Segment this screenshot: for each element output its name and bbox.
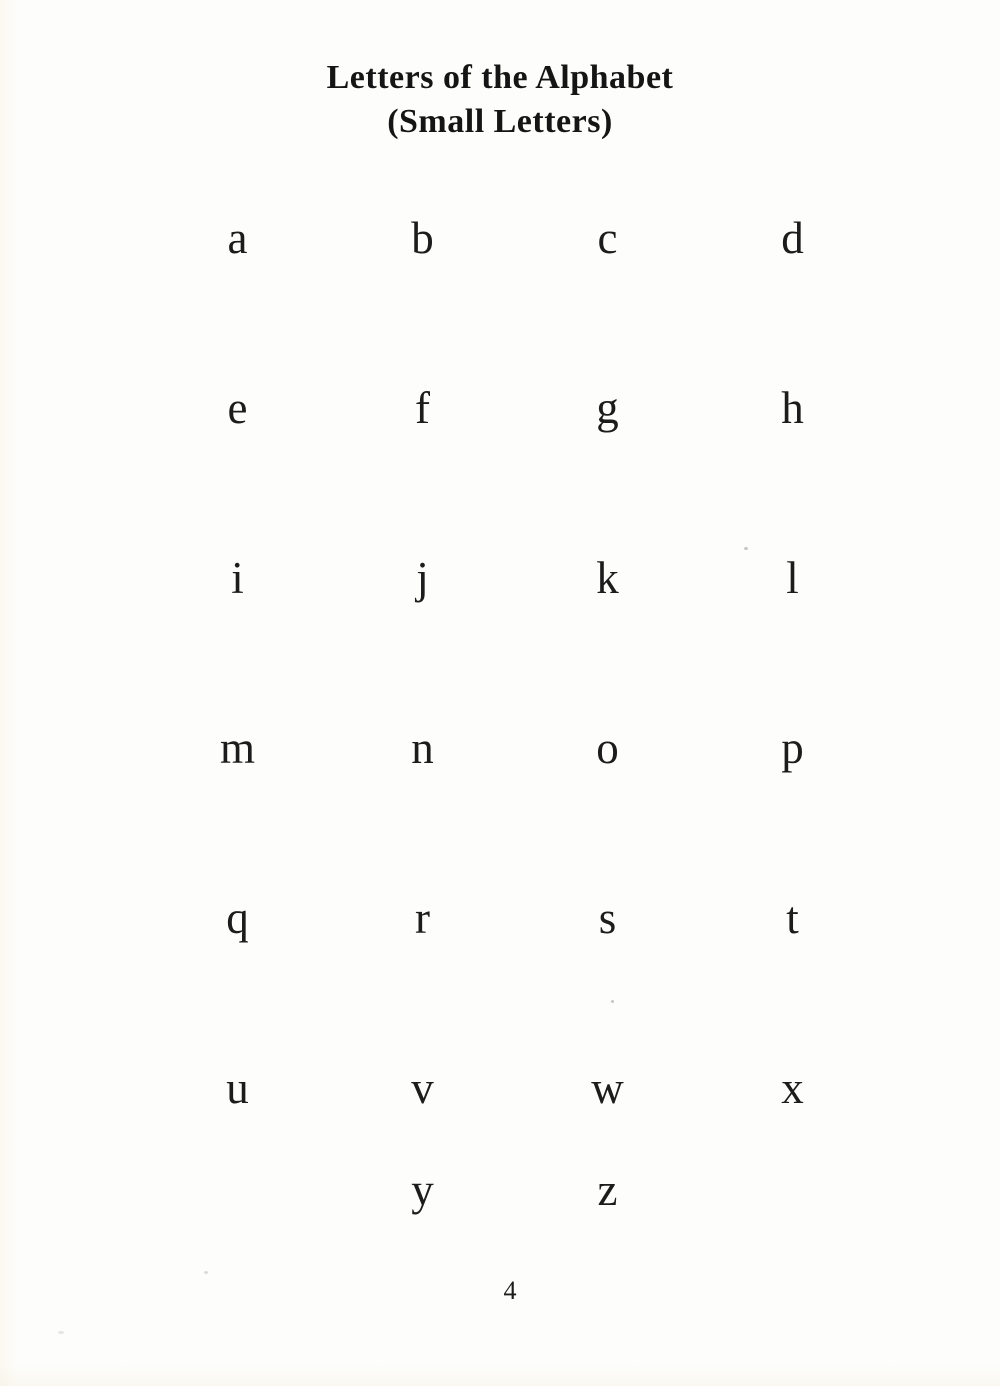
- letter-b: b: [411, 213, 434, 264]
- letter-n: n: [411, 723, 434, 774]
- alphabet-grid: [0, 209, 1000, 1219]
- page-title: [0, 0, 1000, 143]
- scan-speck: [611, 1000, 614, 1003]
- letter-row-1: [145, 209, 885, 267]
- title-line-1: Letters of the Alphabet: [326, 59, 674, 96]
- letter-g: g: [596, 383, 619, 434]
- letter-row-5: [145, 889, 885, 947]
- letter-j: j: [416, 553, 429, 604]
- letter-a: a: [227, 213, 248, 264]
- letter-h: h: [781, 383, 804, 434]
- letter-p: p: [781, 723, 804, 774]
- letter-v: v: [411, 1063, 434, 1114]
- scan-speck: [58, 1331, 64, 1334]
- letter-row-3: [145, 549, 885, 607]
- letter-x: x: [781, 1063, 804, 1114]
- letter-m: m: [219, 723, 255, 774]
- letter-row-4: [145, 719, 885, 777]
- page-number: 4: [503, 1276, 517, 1305]
- letter-w: w: [591, 1063, 624, 1114]
- scan-speck: [744, 547, 748, 550]
- letter-r: r: [415, 893, 430, 944]
- letter-u: u: [226, 1063, 249, 1114]
- letter-row-7: [145, 1161, 885, 1219]
- letter-l: l: [786, 553, 799, 604]
- scan-speck: [204, 1271, 208, 1274]
- letter-o: o: [596, 723, 619, 774]
- letter-z: z: [597, 1165, 618, 1216]
- letter-d: d: [781, 213, 804, 264]
- letter-k: k: [596, 553, 619, 604]
- letter-row-6: [145, 1059, 885, 1117]
- letter-s: s: [598, 893, 617, 944]
- letter-i: i: [231, 553, 244, 604]
- letter-row-2: [145, 379, 885, 437]
- title-line-2: (Small Letters): [387, 102, 613, 140]
- letter-y: y: [411, 1165, 434, 1216]
- letter-c: c: [597, 213, 618, 264]
- letter-t: t: [786, 893, 799, 944]
- letter-f: f: [415, 383, 430, 434]
- letter-q: q: [226, 893, 249, 944]
- letter-e: e: [227, 383, 248, 434]
